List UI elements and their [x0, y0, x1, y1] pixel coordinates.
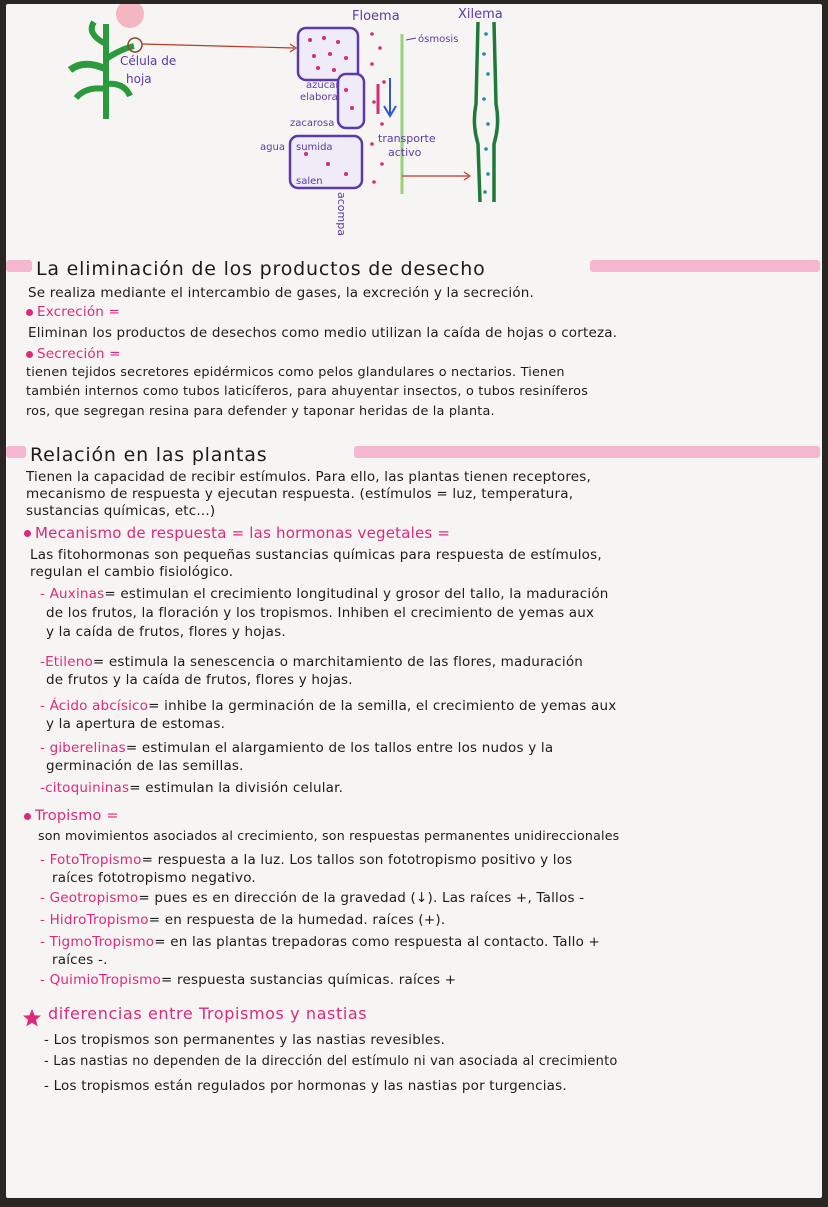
- geotropism-label: - Geotropismo: [40, 890, 139, 906]
- hydrotropism-line: [40, 912, 445, 928]
- mechanism-line-1: Las fitohormonas son pequeñas sustancias químicas para respuesta de estímulos,: [30, 547, 602, 563]
- exit-label: salen: [296, 176, 323, 187]
- cytokinins-text: = estimulan la división celular.: [129, 780, 344, 796]
- water-label: agua: [260, 142, 285, 153]
- flower-icon: [116, 4, 144, 28]
- secretion-label: Secreción =: [37, 346, 121, 362]
- auxins-line-1: [40, 586, 609, 602]
- thigmotropism-line-1: [40, 934, 600, 950]
- relation-intro-2: mecanismo de respuesta y ejecutan respuesta. (estímulos = luz, temperatura,: [26, 486, 574, 502]
- excretion-heading: [26, 304, 120, 320]
- star-icon: [22, 1008, 42, 1028]
- gibberellins-line-1: [40, 740, 553, 756]
- sugar-label: azúcar: [306, 80, 340, 91]
- section-title-waste: La eliminación de los productos de desecho: [36, 258, 486, 280]
- elaborated-label: elabora: [300, 92, 338, 103]
- section-title-relation: Relación en las plantas: [30, 444, 268, 466]
- auxins-line-2: de los frutos, la floración y los tropismos. Inhiben el crecimiento de yemas aux: [46, 605, 595, 621]
- phototropism-line-2: raíces fototropismo negativo.: [52, 870, 256, 886]
- differences-line-1: - Los tropismos son permanentes y las nastias revesibles.: [44, 1032, 446, 1048]
- bullet-dot-icon: [26, 351, 33, 358]
- phloem-xylem-diagram: [6, 4, 822, 254]
- abscisic-text: = inhibe la germinación de la semilla, el crecimiento de yemas aux: [148, 698, 617, 714]
- phloem-label: Floema: [352, 9, 400, 24]
- differences-line-2: - Las nastias no dependen de la dirección del estímulo ni van asociada al crecimiento: [44, 1054, 618, 1069]
- geotropism-line: [40, 890, 584, 906]
- leaf-label: hoja: [126, 72, 152, 86]
- ethylene-label: -Etileno: [40, 654, 93, 670]
- secretion-line-3: ros, que segregan resina para defender y taponar heridas de la planta.: [26, 404, 495, 419]
- mechanism-heading: [24, 524, 450, 542]
- excretion-text: Eliminan los productos de desechos como medio utilizan la caída de hojas o corteza.: [28, 325, 618, 341]
- relation-intro-1: Tienen la capacidad de recibir estímulos. Para ello, las plantas tienen receptores,: [26, 469, 592, 485]
- cytokinins-line-1: [40, 780, 343, 796]
- geotropism-text: = pues es en dirección de la gravedad (↓). Las raíces +, Tallos -: [138, 890, 585, 906]
- ethylene-line-2: de frutos y la caída de frutos, flores y hojas.: [46, 672, 353, 688]
- abscisic-line-2: y la apertura de estomas.: [46, 716, 226, 732]
- gibberellins-text: = estimulan el alargamiento de los tallos entre los nudos y la: [125, 740, 554, 756]
- chemotropism-line: [40, 972, 456, 988]
- cytokinins-label: -citoquininas: [40, 780, 130, 796]
- hydrotropism-label: - HidroTropismo: [40, 912, 149, 928]
- chemotropism-label: - QuimioTropismo: [40, 972, 161, 988]
- bullet-dot-icon: [24, 530, 31, 537]
- hydrotropism-text: = en respuesta de la humedad. raíces (+).: [148, 912, 446, 928]
- waste-intro: Se realiza mediante el intercambio de gases, la excreción y la secreción.: [28, 285, 535, 301]
- tropism-line-1: son movimientos asociados al crecimiento, son respuestas permanentes unidireccionales: [38, 828, 620, 843]
- thigmotropism-label: - TigmoTropismo: [40, 934, 155, 950]
- relation-intro-3: sustancias químicas, etc...): [26, 503, 216, 519]
- differences-heading: diferencias entre Tropismos y nastias: [48, 1004, 368, 1023]
- companion-label: acompa: [335, 192, 348, 236]
- secretion-heading: [26, 346, 121, 362]
- tropism-label: Tropismo =: [35, 808, 119, 824]
- phloem-cells: [290, 28, 364, 188]
- leaf-cell-label: Célula de: [120, 54, 177, 68]
- osmosis-label: ósmosis: [418, 34, 459, 45]
- ethylene-line-1: [40, 654, 583, 670]
- thigmotropism-text: = en las plantas trepadoras como respuesta al contacto. Tallo +: [154, 934, 601, 950]
- excretion-label: Excreción =: [37, 304, 121, 320]
- tropism-heading: [24, 808, 119, 824]
- downward-arrow-icon: [384, 78, 396, 116]
- summed-label: sumida: [296, 142, 333, 153]
- phototropism-text: = respuesta a la luz. Los tallos son fototropismo positivo y los: [141, 852, 573, 868]
- thigmotropism-line-2: raíces -.: [52, 952, 108, 968]
- differences-line-3: - Los tropismos están regulados por hormonas y las nastias por turgencias.: [44, 1078, 567, 1094]
- bullet-dot-icon: [24, 813, 31, 820]
- notebook-page: [6, 4, 822, 1198]
- phototropism-line-1: [40, 852, 572, 868]
- secretion-line-1: tienen tejidos secretores epidérmicos como pelos glandulares o nectarios. Tienen: [26, 365, 565, 380]
- abscisic-line-1: [40, 698, 616, 714]
- ethylene-text: = estimula la senescencia o marchitamiento de las flores, maduración: [92, 654, 584, 670]
- xylem-vessel: [474, 22, 497, 202]
- active-label: activo: [388, 146, 422, 159]
- abscisic-label: - Ácido abcísico: [40, 698, 149, 714]
- auxins-line-3: y la caída de frutos, flores y hojas.: [46, 624, 286, 640]
- title-highlight-right: [590, 260, 820, 272]
- title-highlight-right: [354, 446, 820, 458]
- secretion-line-2: también internos como tubos laticíferos, para ahuyentar insectos, o tubos resiníferos: [26, 384, 589, 399]
- transport-label: transporte: [378, 132, 436, 145]
- auxins-label: - Auxinas: [40, 586, 105, 602]
- title-highlight-left: [6, 446, 26, 458]
- gibberellins-line-2: germinación de las semillas.: [46, 758, 244, 774]
- title-highlight-left: [6, 260, 32, 272]
- sucrose-label: zacarosa: [290, 118, 335, 129]
- chemotropism-text: = respuesta sustancias químicas. raíces +: [161, 972, 457, 988]
- xylem-label: Xilema: [458, 7, 503, 22]
- mechanism-line-2: regulan el cambio fisiológico.: [30, 564, 234, 580]
- phototropism-label: - FotoTropismo: [40, 852, 142, 868]
- gibberellins-label: - giberelinas: [40, 740, 126, 756]
- mechanism-label: Mecanismo de respuesta = las hormonas vegetales =: [35, 524, 451, 542]
- bullet-dot-icon: [26, 309, 33, 316]
- auxins-text: = estimulan el crecimiento longitudinal y grosor del tallo, la maduración: [104, 586, 609, 602]
